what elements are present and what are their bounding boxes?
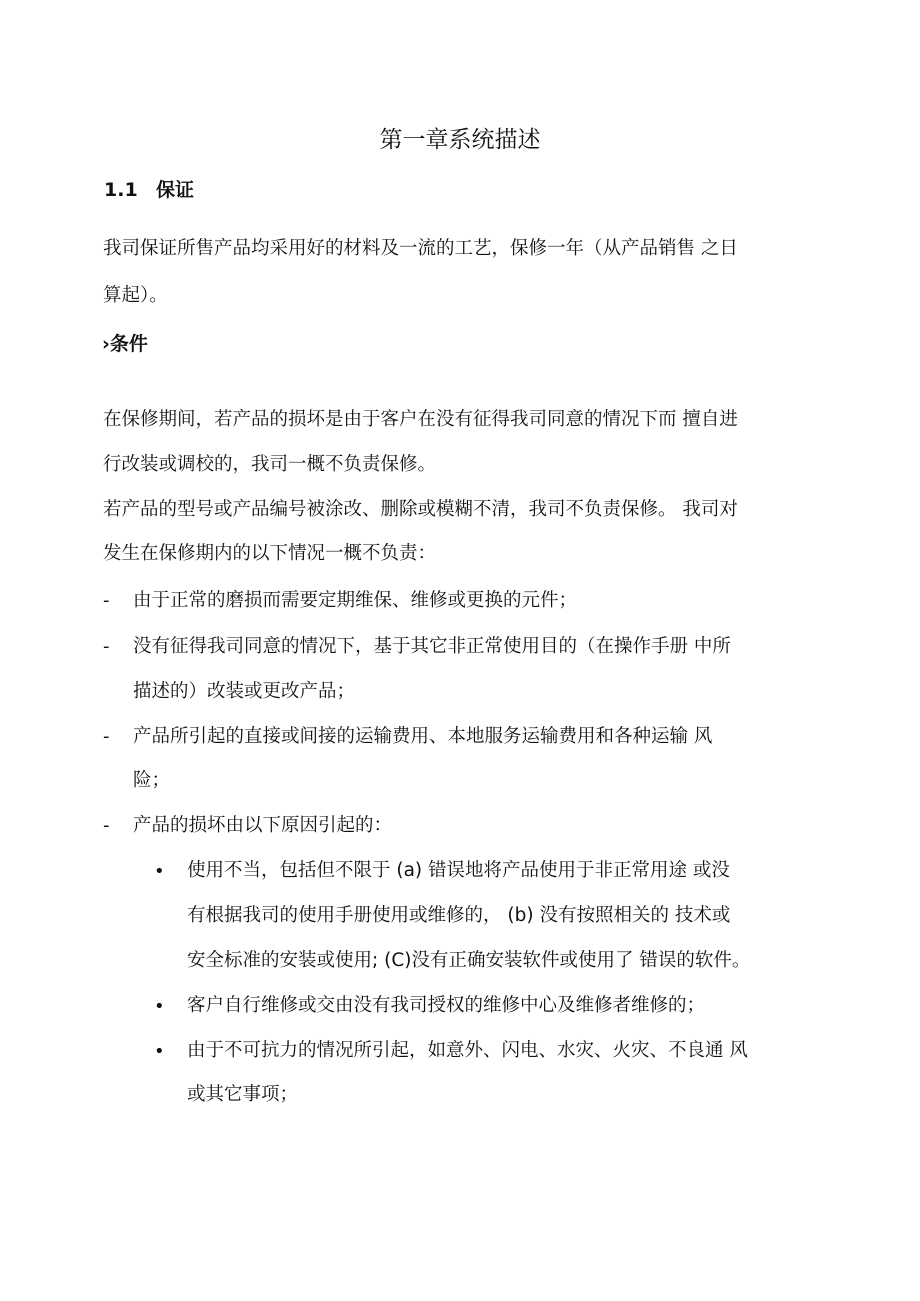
dash-item-line: 险；	[133, 770, 171, 791]
dash-marker: -	[103, 590, 110, 611]
conditions-paragraph-line: 发生在保修期内的以下情况一概不负责：	[103, 543, 437, 564]
section-number: 1.1	[104, 179, 138, 201]
chapter-title: 第一章系统描述	[379, 127, 541, 153]
bullet-item-line: 客户自行维修或交由没有我司授权的维修中心及维修者维修的；	[187, 995, 706, 1016]
bullet-item-line: 由于不可抗力的情况所引起，如意外、闪电、水灾、火灾、不良通 风	[187, 1040, 748, 1061]
conditions-paragraph-line: 若产品的型号或产品编号被涂改、删除或模糊不清，我司不负责保修。 我司对	[103, 499, 738, 520]
bullet-item-line: 安全标准的安装或使用; (C)没有正确安装软件或使用了 错误的软件。	[187, 950, 751, 971]
dash-item-line: 产品所引起的直接或间接的运输费用、本地服务运输费用和各种运输 风	[133, 726, 713, 747]
dash-item-line: 描述的）改装或更改产品；	[133, 681, 356, 702]
bullet-marker: •	[154, 996, 165, 1017]
conditions-paragraph-line: 在保修期间，若产品的损坏是由于客户在没有征得我司同意的情况下而 擅自进	[103, 409, 738, 430]
dash-marker: -	[103, 815, 110, 836]
dash-marker: -	[103, 726, 110, 747]
section-title: 保证	[156, 179, 195, 201]
bullet-marker: •	[154, 1041, 165, 1062]
bullet-item-line: 或其它事项；	[187, 1084, 299, 1105]
dash-item-line: 由于正常的磨损而需要定期维保、维修或更换的元件；	[133, 590, 578, 611]
dash-item-line: 没有征得我司同意的情况下，基于其它非正常使用目的（在操作手册 中所	[133, 636, 731, 657]
conditions-heading: ›条件	[102, 333, 148, 355]
bullet-item-line: 使用不当，包括但不限于 (a) 错误地将产品使用于非正常用途 或没	[187, 860, 730, 881]
bullet-item-line: 有根据我司的使用手册使用或维修的， (b) 没有按照相关的 技术或	[187, 905, 731, 926]
warranty-text-line: 我司保证所售产品均采用好的材料及一流的工艺，保修一年（从产品销售 之日	[103, 238, 738, 259]
dash-marker: -	[103, 636, 110, 657]
dash-item-line: 产品的损坏由以下原因引起的：	[133, 815, 393, 836]
conditions-paragraph-line: 行改装或调校的，我司一概不负责保修。	[103, 454, 437, 475]
warranty-text-line: 算起）。	[103, 285, 168, 306]
bullet-marker: •	[154, 861, 165, 882]
